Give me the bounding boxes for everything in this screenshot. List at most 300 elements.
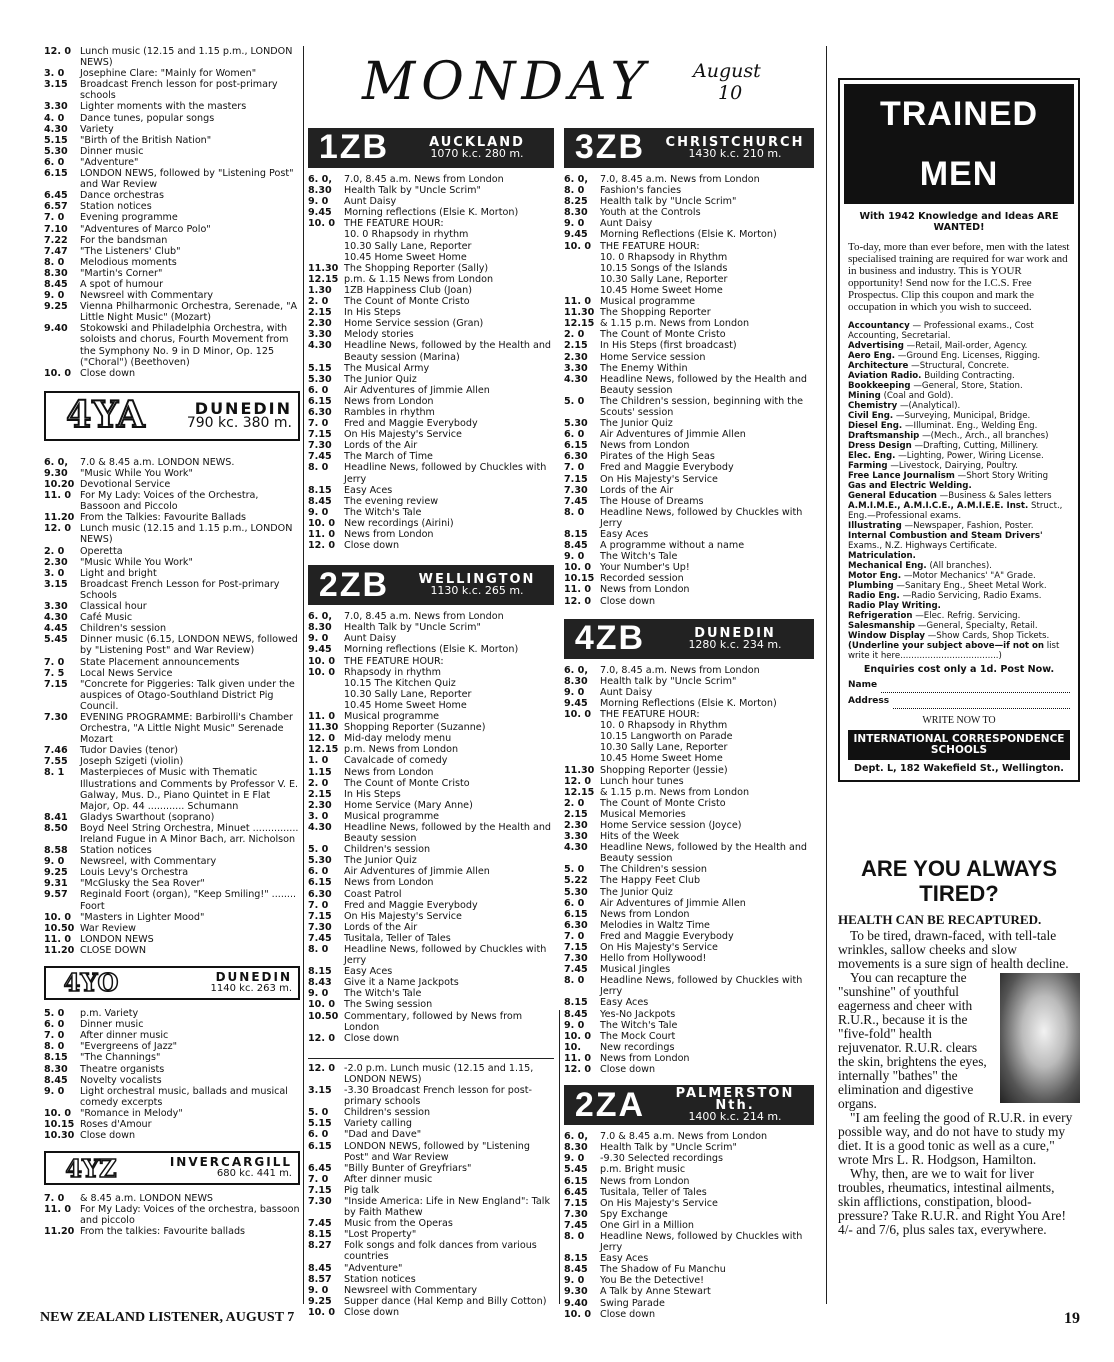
programme-item bbox=[308, 540, 554, 551]
programme-item bbox=[308, 667, 554, 678]
programme-item bbox=[44, 601, 300, 612]
programme-time: 3.15 bbox=[308, 1085, 332, 1097]
course-category: Aviation Radio. bbox=[848, 371, 922, 382]
programme-item bbox=[44, 1052, 300, 1063]
programme-title: EVENING PROGRAMME: Barbirolli's Chamber Orchestra, "A Little Night Music" Serenade Mozart bbox=[80, 711, 293, 746]
course-category: Accountancy bbox=[848, 321, 910, 332]
programme-title: Reginald Foort (organ), "Keep Smiling!" ........ Foort bbox=[80, 889, 297, 912]
course-item bbox=[848, 571, 1070, 581]
station-badge-2za bbox=[564, 1085, 814, 1125]
programme-time: 10.15 bbox=[564, 573, 595, 585]
programme-title: News from London bbox=[600, 440, 690, 452]
programme-item bbox=[308, 1296, 554, 1307]
rur-paragraph: To be tired, drawn-faced, with tell-tale wrinkles, sallow cheeks and slow movements is a sure sign of health decline. bbox=[838, 928, 1069, 972]
programme-item bbox=[44, 889, 300, 911]
programme-time: 8.30 bbox=[44, 1063, 68, 1075]
programme-item bbox=[564, 329, 814, 340]
programme-title: Easy Aces bbox=[600, 529, 649, 540]
programme-item bbox=[308, 385, 554, 396]
name-field[interactable] bbox=[881, 683, 1070, 693]
programme-item bbox=[308, 855, 554, 866]
programme-title: Lords of the Air bbox=[600, 484, 674, 496]
programme-title: Rambles in rhythm bbox=[344, 406, 435, 418]
programme-title: The Junior Quiz bbox=[600, 886, 673, 898]
programme-item bbox=[44, 1086, 300, 1108]
ad-title: TRAINED MEN bbox=[844, 84, 1074, 204]
programme-title: 10.30 Sally Lane, Reporter bbox=[344, 688, 472, 700]
course-category: Internal Combustion and Steam Drivers' bbox=[848, 531, 1043, 542]
programme-item bbox=[44, 812, 300, 823]
page-number: 19 bbox=[1064, 1310, 1080, 1327]
programme-item bbox=[44, 1204, 300, 1226]
station-badge-4zb bbox=[564, 619, 814, 659]
programme-item bbox=[564, 418, 814, 429]
programme-time: 2.30 bbox=[44, 556, 68, 568]
programme-time: 5.45 bbox=[564, 1164, 588, 1176]
programme-title: The Witch's Tale bbox=[344, 988, 422, 1000]
programme-title: For My Lady: Voices of the orchestra, bassoon and piccolo bbox=[80, 1204, 300, 1227]
programme-title: Close down bbox=[80, 367, 136, 379]
programme-item bbox=[44, 878, 300, 889]
programme-title: Headline News, followed by the Health and Beauty session (Marina) bbox=[344, 340, 552, 363]
programme-title: 1ZB Happiness Club (Joan) bbox=[344, 284, 473, 296]
programme-title: Fashion's fancies bbox=[600, 185, 682, 197]
programme-item bbox=[44, 1226, 300, 1237]
programme-title: 10.45 Home Sweet Home bbox=[600, 284, 723, 296]
course-detail: —Newspaper, Fashion, Poster. bbox=[904, 521, 1034, 532]
programme-item bbox=[308, 889, 554, 900]
programme-item bbox=[308, 374, 554, 385]
programme-item bbox=[564, 496, 814, 507]
programme-time: 11.20 bbox=[44, 944, 75, 956]
programme-title: Fred and Maggie Everybody bbox=[600, 462, 734, 474]
programme-item bbox=[44, 146, 300, 157]
programme-item bbox=[564, 920, 814, 931]
course-detail: —Livestock, Dairying, Poultry. bbox=[890, 461, 1018, 472]
programme-item bbox=[44, 546, 300, 557]
programme-title: "Martin's Corner" bbox=[80, 267, 163, 279]
programme-item bbox=[308, 789, 554, 800]
programme-title: Morning reflections (Elsie K. Morton) bbox=[344, 644, 519, 656]
programme-time: 9. 0 bbox=[564, 218, 585, 230]
course-item bbox=[848, 411, 1070, 421]
programme-title: THE FEATURE HOUR: bbox=[600, 709, 700, 721]
programme-time: 9. 0 bbox=[564, 1275, 585, 1287]
programme-title: Easy Aces bbox=[600, 997, 649, 1009]
programme-time: 2. 0 bbox=[564, 797, 585, 809]
programme-title: Close down bbox=[600, 1064, 656, 1076]
course-detail: —Structural, Concrete. bbox=[911, 361, 1010, 372]
programme-item bbox=[564, 241, 814, 252]
programme-item bbox=[564, 676, 814, 687]
programme-item bbox=[564, 665, 814, 676]
programme-title: Roses d'Amour bbox=[80, 1118, 152, 1130]
programme-title: Melody stories bbox=[344, 329, 414, 341]
programme-list-2zb bbox=[308, 611, 554, 1044]
programme-title: Health talk by "Uncle Scrim" bbox=[600, 675, 737, 687]
programme-item bbox=[564, 997, 814, 1008]
programme-title: News from London bbox=[344, 529, 434, 540]
programme-time: 8. 0 bbox=[564, 1230, 585, 1242]
programme-item bbox=[564, 196, 814, 207]
programme-item bbox=[44, 923, 300, 934]
programme-item bbox=[308, 999, 554, 1010]
programme-item bbox=[44, 113, 300, 124]
programme-title: p.m. Bright music bbox=[600, 1164, 686, 1176]
programme-time: 10. 0 bbox=[308, 517, 336, 529]
programme-item bbox=[308, 877, 554, 888]
programme-time: 8.15 bbox=[308, 966, 332, 978]
programme-time: 2.30 bbox=[564, 351, 588, 363]
programme-item bbox=[308, 1274, 554, 1285]
programme-item bbox=[564, 485, 814, 496]
programme-title: Dinner music bbox=[80, 145, 144, 157]
portrait-photo bbox=[1000, 973, 1080, 1103]
programme-time: 10. 0 bbox=[564, 562, 592, 574]
programme-time: 8.30 bbox=[564, 1142, 588, 1154]
programme-time: 9. 0 bbox=[44, 856, 65, 868]
programme-item bbox=[44, 368, 300, 379]
programme-item bbox=[44, 1030, 300, 1041]
programme-time: 12. 0 bbox=[308, 733, 336, 745]
programme-item bbox=[564, 363, 814, 374]
programme-title: Shopping Reporter (Jessie) bbox=[600, 764, 728, 776]
programme-time: 7. 0 bbox=[44, 1193, 65, 1205]
programme-time: 11. 0 bbox=[44, 490, 72, 502]
course-category: General Education bbox=[848, 491, 937, 502]
programme-item bbox=[308, 722, 554, 733]
programme-time: 12.15 bbox=[564, 786, 595, 798]
address-field[interactable] bbox=[893, 699, 1070, 709]
programme-list-4ya bbox=[44, 457, 300, 956]
course-detail: —Lighting, Power, Wiring License. bbox=[898, 451, 1044, 462]
programme-item bbox=[564, 340, 814, 351]
programme-title: "Concrete for Piggeries: Talk given under the auspices of Otago-Southland District Pig Council. bbox=[80, 678, 295, 712]
programme-title: Aunt Daisy bbox=[344, 633, 397, 645]
programme-item bbox=[564, 931, 814, 942]
programme-title: News from London bbox=[600, 584, 690, 596]
course-category: Advertising bbox=[848, 341, 904, 352]
programme-time: 8.15 bbox=[308, 1229, 332, 1241]
month-label: August bbox=[693, 60, 761, 82]
rur-paragraph: "I am feeling the good of R.U.R. in every possible way, and do not have to study my diet. It is a good tonic as well as a cure," wrote Mrs L. R. Hodgson, Hamilton. bbox=[838, 1110, 1073, 1168]
course-category: Mining bbox=[848, 391, 881, 402]
programme-title: Morning Reflections (Elsie K. Morton) bbox=[600, 229, 777, 241]
programme-title: Headline News, followed by Chuckles with Jerry bbox=[344, 462, 547, 485]
programme-list-4yz bbox=[44, 1193, 300, 1237]
programme-time: 8.45 bbox=[564, 540, 588, 552]
programme-title: News from London bbox=[344, 877, 434, 889]
programme-title: Dinner music (6.15, LONDON NEWS, followed by "Listening Post" and War Review) bbox=[80, 634, 298, 657]
programme-item bbox=[564, 842, 814, 864]
programme-title: Easy Aces bbox=[344, 966, 393, 978]
programme-title: 10.30 Sally Lane, Reporter bbox=[600, 273, 728, 285]
programme-item bbox=[44, 845, 300, 856]
programme-time: 5.22 bbox=[564, 875, 588, 887]
programme-title: Boyd Neel String Orchestra, Minuet ............... Ireland Fugue in A Minor Bach, arr. Nicholson bbox=[80, 822, 299, 845]
programme-title: "The Listeners' Club" bbox=[80, 245, 181, 257]
station-frequency: 1400 k.c. 214 m. bbox=[688, 1109, 782, 1123]
programme-title: "Romance in Melody" bbox=[80, 1107, 183, 1119]
programme-title: Local News Service bbox=[80, 667, 173, 679]
programme-title: Fred and Maggie Everybody bbox=[344, 418, 478, 430]
programme-item bbox=[308, 285, 554, 296]
programme-item bbox=[308, 1196, 554, 1218]
course-detail: —Sanitary Eng., Sheet Metal Work. bbox=[896, 581, 1047, 592]
programme-item bbox=[564, 864, 814, 875]
programme-item bbox=[44, 712, 300, 745]
column-2 bbox=[308, 128, 554, 1318]
programme-item bbox=[308, 241, 554, 252]
programme-time: 2.15 bbox=[564, 340, 588, 352]
programme-item bbox=[308, 733, 554, 744]
course-item bbox=[848, 491, 1070, 501]
station-badge-4ya bbox=[44, 391, 300, 441]
programme-item bbox=[564, 753, 814, 764]
programme-title: 10.15 The Kitchen Quiz bbox=[344, 677, 456, 689]
programme-title: Masterpieces of Music with Thematic Illustrations and Comments by Professor V. E. Galway, Mus. D., Piano Quintet in E Flat Major, Op. 44 ............ Schumann bbox=[80, 767, 299, 812]
course-category: Matriculation. bbox=[848, 551, 916, 562]
programme-item bbox=[308, 451, 554, 462]
programme-time: 9. 0 bbox=[564, 551, 585, 563]
course-item bbox=[848, 611, 1070, 621]
programme-title: Newsreel with Commentary bbox=[344, 1284, 478, 1296]
course-category: Bookkeeping bbox=[848, 381, 911, 392]
programme-title: "The Channings" bbox=[80, 1052, 161, 1064]
programme-title: 10.15 Songs of the Islands bbox=[600, 262, 728, 274]
programme-item bbox=[564, 440, 814, 451]
programme-title: On His Majesty's Service bbox=[344, 910, 462, 922]
programme-time: 8.45 bbox=[564, 1008, 588, 1020]
programme-title: The Shopping Reporter bbox=[600, 307, 711, 319]
station-call-sign: 4YZ bbox=[65, 1153, 117, 1183]
station-city: INVERCARGILL bbox=[169, 1155, 292, 1170]
programme-item bbox=[44, 867, 300, 878]
station-badge-3zb bbox=[564, 128, 814, 168]
course-item bbox=[848, 321, 1070, 341]
programme-item bbox=[564, 1231, 814, 1253]
station-frequency: 1070 k.c. 280 m. bbox=[430, 147, 524, 160]
course-item bbox=[848, 421, 1070, 431]
course-category: Mechanical Eng. bbox=[848, 561, 927, 572]
programme-item bbox=[44, 268, 300, 279]
programme-time: 11. 0 bbox=[44, 1204, 72, 1216]
programme-item bbox=[564, 451, 814, 462]
programme-item bbox=[564, 1187, 814, 1198]
programme-title: The Shadow of Fu Manchu bbox=[600, 1264, 726, 1276]
programme-item bbox=[308, 507, 554, 518]
station-city: DUNEDIN bbox=[194, 398, 292, 418]
course-detail: —Surveying, Municipal, Bridge. bbox=[895, 411, 1031, 422]
programme-item bbox=[308, 340, 554, 362]
programme-item bbox=[44, 912, 300, 923]
course-detail: list write it here....................................) bbox=[848, 641, 1060, 662]
course-detail: Exams., N.Z. Highways Certificate. bbox=[848, 541, 998, 552]
programme-title: Variety bbox=[80, 123, 114, 135]
programme-title: "Dad and Dave" bbox=[344, 1129, 422, 1141]
programme-item bbox=[308, 318, 554, 329]
programme-time: 12.15 bbox=[308, 744, 339, 756]
programme-time: 6. 0, bbox=[564, 1131, 588, 1143]
programme-item bbox=[308, 440, 554, 451]
programme-time: 11.30 bbox=[564, 307, 595, 319]
programme-title: p.m. News from London bbox=[344, 744, 459, 756]
programme-item bbox=[44, 568, 300, 579]
programme-title: Lunch music (12.15 and 1.15 p.m., LONDON NEWS) bbox=[80, 46, 293, 69]
programme-item bbox=[564, 1164, 814, 1175]
course-category: Motor Eng. bbox=[848, 571, 902, 582]
station-badge-4yz bbox=[44, 1151, 300, 1185]
programme-item bbox=[308, 755, 554, 766]
programme-time: 12. 0 bbox=[564, 775, 592, 787]
programme-time: 7.55 bbox=[44, 756, 68, 768]
programme-time: 6.15 bbox=[564, 908, 588, 920]
station-call-sign: 3ZB bbox=[574, 128, 646, 167]
programme-time: 5.30 bbox=[44, 145, 68, 157]
programme-item bbox=[44, 623, 300, 634]
programme-title: On His Majesty's Service bbox=[600, 473, 718, 485]
programme-time: 5.15 bbox=[308, 362, 332, 374]
programme-time: 8. 0 bbox=[564, 506, 585, 518]
programme-time: 8. 1 bbox=[44, 767, 65, 779]
programme-item bbox=[308, 800, 554, 811]
course-category: Farming bbox=[848, 461, 888, 472]
programme-title: Café Music bbox=[80, 612, 133, 624]
programme-list-1zb bbox=[308, 174, 554, 551]
programme-title: Close down bbox=[80, 1130, 136, 1142]
publication-line: NEW ZEALAND LISTENER, AUGUST 7 bbox=[40, 1310, 295, 1325]
programme-title: 10. 0 Rhapsody in Rhythm bbox=[600, 720, 728, 732]
course-detail: —Elec. Refrig. Servicing. bbox=[915, 611, 1021, 622]
programme-item bbox=[308, 977, 554, 988]
course-item bbox=[848, 641, 1070, 661]
programme-title: LONDON NEWS bbox=[80, 933, 154, 945]
programme-list-4yo bbox=[44, 1008, 300, 1141]
programme-time: 7.15 bbox=[564, 942, 588, 953]
programme-title: Lunch music (12.15 and 1.15 p.m., LONDON NEWS) bbox=[80, 523, 293, 546]
programme-item bbox=[564, 185, 814, 196]
programme-item bbox=[564, 975, 814, 997]
rur-subheading: HEALTH CAN BE RECAPTURED. bbox=[838, 912, 1042, 928]
programme-title: Headline News, followed by Chuckles with Jerry bbox=[600, 1230, 803, 1254]
programme-time: 10. 0 bbox=[308, 666, 336, 678]
programme-list-3zb bbox=[564, 174, 814, 607]
programme-time: 10. 0 bbox=[308, 655, 336, 667]
programme-time: 5. 0 bbox=[308, 844, 329, 856]
programme-time: 10. 0 bbox=[564, 709, 592, 721]
programme-item bbox=[564, 720, 814, 731]
programme-title: 7.0 & 8.45 a.m. News from London bbox=[600, 1131, 768, 1143]
programme-time: 3.15 bbox=[44, 578, 68, 590]
programme-title: Newsreel, with Commentary bbox=[80, 856, 217, 868]
programme-time: 7.30 bbox=[308, 440, 332, 452]
programme-title: Children's session bbox=[344, 844, 431, 856]
programme-time: 2.15 bbox=[308, 788, 332, 800]
programme-item bbox=[564, 909, 814, 920]
programme-item bbox=[308, 407, 554, 418]
programme-time: 12. 0 bbox=[308, 1032, 336, 1044]
programme-time: 6. 0 bbox=[308, 1129, 329, 1141]
programme-title: Fred and Maggie Everybody bbox=[600, 930, 734, 942]
programme-title: Health talk by "Uncle Scrim" bbox=[600, 196, 737, 208]
programme-time: 8.45 bbox=[44, 278, 68, 290]
programme-time: 5. 0 bbox=[308, 1107, 329, 1119]
programme-title: Headline News, followed by the Health and Beauty session bbox=[600, 373, 808, 396]
programme-item bbox=[564, 964, 814, 975]
station-city: DUNEDIN bbox=[694, 625, 776, 641]
programme-title: In His Steps bbox=[344, 788, 401, 800]
programme-title: After dinner music bbox=[80, 1030, 169, 1042]
programme-time: 7.15 bbox=[564, 473, 588, 485]
programme-item bbox=[564, 1053, 814, 1064]
programme-item bbox=[308, 185, 554, 196]
programme-time: 8.15 bbox=[308, 484, 332, 496]
programme-time: 7.30 bbox=[564, 953, 588, 965]
course-item bbox=[848, 471, 1070, 481]
programme-time: 11. 0 bbox=[308, 711, 336, 723]
programme-time: 12.15 bbox=[308, 273, 339, 285]
programme-title: Hello from Hollywood! bbox=[600, 953, 707, 965]
programme-item bbox=[44, 1130, 300, 1141]
programme-time: 3. 0 bbox=[44, 567, 65, 579]
programme-title: Tudor Davies (tenor) bbox=[80, 745, 179, 757]
course-item bbox=[848, 501, 1070, 521]
programme-item bbox=[44, 168, 300, 190]
programme-title: Pig talk bbox=[344, 1184, 380, 1196]
programme-item bbox=[308, 485, 554, 496]
programme-title: Lighter moments with the masters bbox=[80, 101, 247, 113]
ics-advertisement bbox=[838, 78, 1080, 782]
programme-time: 6.15 bbox=[308, 877, 332, 889]
course-category: Illustrating bbox=[848, 521, 902, 532]
programme-time: 5. 0 bbox=[44, 1008, 65, 1020]
programme-item bbox=[564, 1042, 814, 1053]
programme-time: 10. 0 bbox=[44, 367, 72, 379]
station-call-sign: 4ZB bbox=[574, 619, 646, 658]
programme-title: Classical hour bbox=[80, 601, 147, 613]
programme-title: "Inside America: Life in New England": Talk by Faith Mathew bbox=[344, 1195, 551, 1219]
programme-time: 6.30 bbox=[308, 406, 332, 418]
course-detail: —Retail, Mail-order, Agency. bbox=[906, 341, 1028, 352]
programme-time: 9.40 bbox=[44, 323, 68, 335]
programme-item bbox=[308, 529, 554, 540]
programme-item bbox=[564, 953, 814, 964]
programme-time: 11. 0 bbox=[44, 933, 72, 945]
programme-time: 6. 0, bbox=[308, 611, 332, 623]
programme-item bbox=[564, 742, 814, 753]
programme-title: News from London bbox=[600, 908, 690, 920]
course-category: Free Lance Journalism bbox=[848, 471, 955, 482]
programme-title: Air Adventures of Jimmie Allen bbox=[344, 384, 490, 396]
programme-item bbox=[308, 418, 554, 429]
programme-item bbox=[44, 224, 300, 235]
programme-time: 5.30 bbox=[308, 855, 332, 867]
programme-time: 11. 0 bbox=[564, 1052, 592, 1064]
programme-item bbox=[564, 540, 814, 551]
programme-time: 11. 0 bbox=[564, 296, 592, 308]
programme-time: 7.45 bbox=[564, 1219, 588, 1231]
programme-title: Light and bright bbox=[80, 567, 157, 579]
programme-item bbox=[44, 290, 300, 301]
course-detail: Building Contracting. bbox=[924, 371, 1015, 382]
programme-item bbox=[44, 634, 300, 656]
programme-item bbox=[564, 798, 814, 809]
programme-title: The Count of Monte Cristo bbox=[600, 329, 726, 341]
course-item bbox=[848, 351, 1070, 361]
programme-item bbox=[44, 201, 300, 212]
programme-item bbox=[308, 329, 554, 340]
course-category: Draftsmanship bbox=[848, 431, 920, 442]
